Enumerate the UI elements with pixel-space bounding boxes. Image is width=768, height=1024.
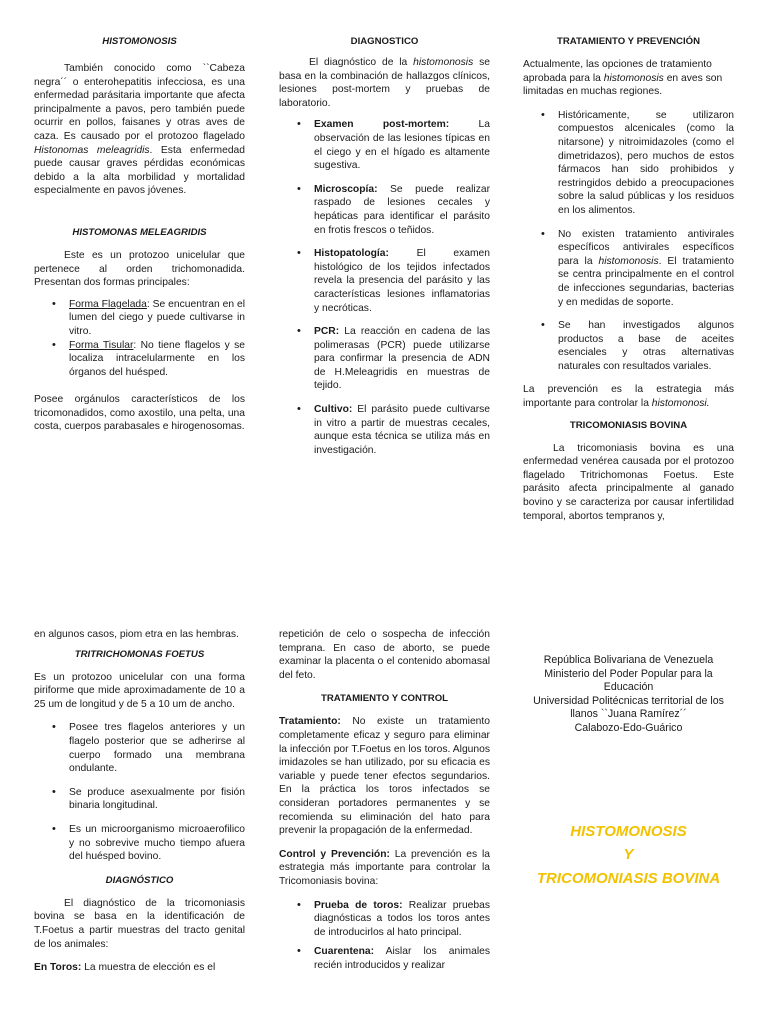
cover-panel: [523, 654, 734, 890]
tratamiento-intro: Actualmente, las opciones de tratamiento aprobada para la histomonosis en aves son limitadas en muchas regiones.: [523, 59, 723, 98]
continuation-text: en algunos casos, piom etra en las hembras.: [34, 629, 239, 640]
section-title-histomonas: HISTOMONAS MELEAGRIDIS: [72, 226, 207, 238]
section-title-tricomoniasis: TRICOMONIASIS BOVINA: [569, 419, 688, 431]
section-title-histomonosis: HISTOMONOSIS: [102, 36, 177, 47]
list-item: • Prueba de toros: Realizar pruebas diagnósticas a todos los toros antes de introducirlos al hato principal.: [314, 899, 490, 940]
list-item: • Microscopía: Se puede realizar raspado de lesiones cecales y hepáticas para identificar el parásito en frotis frescos o teñidos.: [314, 183, 490, 237]
list-item: • PCR: La reacción en cadena de las polimerasas (PCR) puede utilizarse para confirmar la presencia de ADN de H.Meleagridis en muestras de tejido.: [314, 325, 490, 393]
tricomoniasis-intro: La tricomoniasis bovina es una enfermedad venérea causada por el protozoo flagelado Tritrichomonas Foetus. Este parásito afecta principalmente al ganado bovino y se caracteriza por causar infertilidad temporal, abortos tempranos y,: [523, 442, 734, 522]
list-item: • Cuarentena: Aislar los animales recién introducidos y realizar: [314, 945, 490, 972]
list-item: • Históricamente, se utilizaron compuestos alcenicales (como la nitarsone) y nitroimidazoles (como el dimetridazos), pero muchos de estos fármacos han sido prohibidos y restringidos debido a preocupaciones sobre la salud públicas y los residuos en los alimentos.: [558, 109, 734, 218]
continuation-text: repetición de celo o sospecha de infección temprana. En caso de aborto, se puede examinar la placenta o el contenido abomasal del feto.: [279, 629, 490, 681]
section-title-diagnostico: DIAGNOSTICO: [350, 36, 419, 47]
tritrichomonas-paragraph: Es un protozoo unicelular con una forma piriforme que mide aproximadamente de 10 a 25 um de longitud y de 5 a 10 um de ancho.: [34, 671, 245, 710]
list-item: • Se produce asexualmente por fisión binaria longitudinal.: [69, 786, 245, 813]
section-title-tratamiento: TRATAMIENTO Y PREVENCIÓN: [556, 36, 701, 47]
list-item: • Es un microorganismo microaerofilico y no sobrevive mucho tiempo afuera del huésped bovino.: [69, 823, 245, 864]
section-title-diagnostico-2: DIAGNÓSTICO: [105, 874, 174, 886]
column-1-bottom: [34, 628, 245, 975]
histomonas-intro: Este es un protozoo unicelular que pertenece al orden trichomonadida. Presentan dos formas principales:: [34, 249, 245, 289]
tritrichomonas-list: [34, 721, 245, 863]
diagnostico-2-paragraph: El diagnóstico de la tricomoniasis bovina se basa en la identificación de T.Foetus a partir muestras del tracto genital de los animales:: [34, 897, 245, 950]
section-title-tritrichomonas: TRITRICHOMONAS FOETUS: [74, 648, 205, 660]
diagnostico-intro: El diagnóstico de la histomonosis se basa en la combinación de hallazgos clínicos, lesiones post-mortem y pruebas de laboratorio.: [279, 57, 490, 109]
forms-list: [34, 298, 245, 380]
cover-title: HISTOMONOSIS Y TRICOMONIASIS BOVINA: [536, 822, 721, 887]
tratamiento-paragraph: Tratamiento: No existe un tratamiento completamente eficaz y seguro para eliminar la infección por T.Foetus en los toros. Algunos imidazoles se han utilizado, por su eficacia es variable y puede tener efectos segundarios. En la práctica los toros infectados se consideran portadores permanentes y se recomienda su eliminación del hato para prevenir la propagación de la enfermedad.: [279, 716, 490, 837]
control-paragraph: Control y Prevención: La prevención es la estrategia más importante para controlar la Tricomoniasis bovina:: [279, 848, 490, 887]
list-item: • Cultivo: El parásito puede cultivarse in vitro a partir de muestras cecales, aunque esta técnica se utiliza más en investigación.: [314, 403, 490, 457]
toros-paragraph: En Toros: La muestra de elección es el: [34, 962, 216, 974]
prevencion-paragraph: La prevención es la estrategia más importante para controlar la histomonosi.: [523, 384, 734, 410]
tratamiento-list: [523, 109, 734, 374]
organelles-paragraph: Posee orgánulos característicos de los tricomonadidos, como axostilo, una pelta, una costa, cuerpos parabasales e hirogenosomas.: [34, 394, 245, 433]
list-item: • Examen post-mortem: La observación de las lesiones típicas en el ciego y en el hígado es altamente sugestiva.: [314, 118, 490, 172]
list-item: • Histopatología: El examen histológico de los tejidos infectados revela la presencia del parásito y las características lesiones inflamatorias y necróticas.: [314, 247, 490, 315]
column-1-top: [34, 35, 245, 434]
column-2-top: [279, 35, 490, 457]
list-item: • Forma Tisular: No tiene flagelos y se localiza intracelularmente en los órganos del huésped.: [69, 339, 245, 380]
diagnostico-list: [279, 118, 490, 457]
histomonosis-intro: También conocido como ``Cabeza negra´´ o enterohepatitis infecciosa, es una enfermedad parásitaria importante que afecta principalmente a pavos, pero también puede ocurrir en pollos, faisanes y otras aves de caza. Es causado por el protozoo flagelado Histonomas meleagridis. Esta enfermedad puede causar graves pérdidas económicas debido a la alta morbilidad y mortalidad especialmente en pavos jóvenes.: [34, 63, 245, 197]
list-item: • Forma Flagelada: Se encuentran en el lumen del ciego y puede cultivarse in vitro.: [69, 298, 245, 339]
column-2-bottom: [279, 628, 490, 972]
list-item: • Se han investigados algunos productos a base de aceites esenciales y otras alternativas naturales con resultados variales.: [558, 319, 734, 373]
column-3-top: [523, 35, 734, 523]
institution-block: República Bolivariana de Venezuela Ministerio del Poder Popular para la Educación Universidad Politécnicas territorial de los llanos ``Juana Ramírez´´ Calabozo-Edo-Guárico: [533, 654, 724, 734]
section-title-tratamiento-control: TRATAMIENTO Y CONTROL: [320, 693, 449, 705]
control-list: [279, 899, 490, 973]
list-item: • Posee tres flagelos anteriores y un flagelo posterior que se adherirse al cuerpo formado una membrana ondulante.: [69, 721, 245, 775]
list-item: • No existen tratamiento antivirales específicos antivirales específicos para la histomonosis. El tratamiento se centra principalmente en el control de infecciones segundarias, bacterias y en medidas de soporte.: [558, 228, 734, 310]
